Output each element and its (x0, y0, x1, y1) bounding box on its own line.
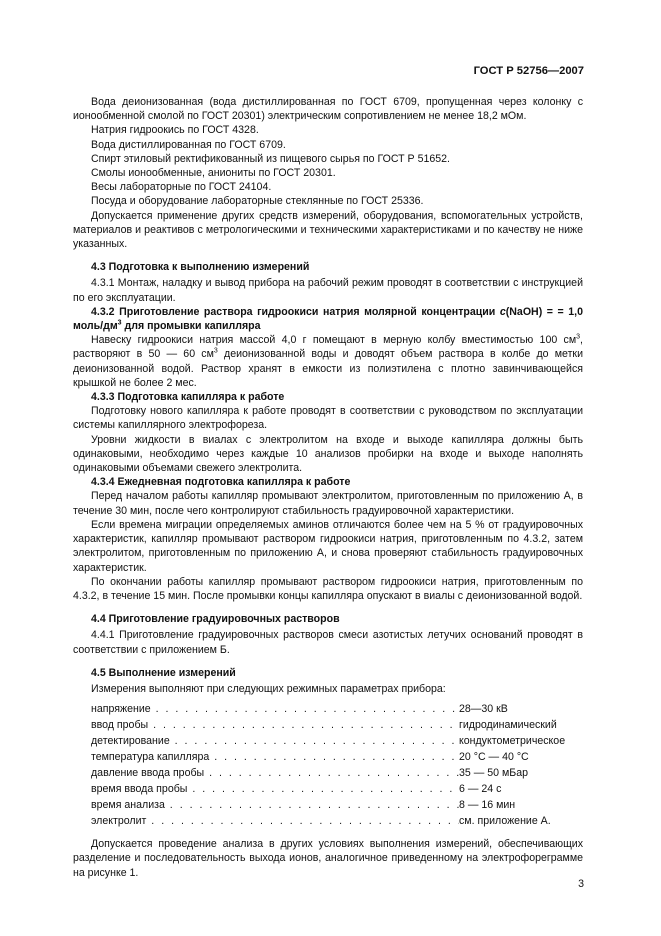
clause-4-3-1: 4.3.1 Монтаж, наладку и вывод прибора на рабочий режим проводят в соответствии с инструкцией по его эксплуатации. (73, 277, 583, 304)
parameter-value: 20 °С — 40 °С (459, 750, 529, 763)
parameter-value: 28—30 кВ (459, 702, 508, 715)
intro-paragraph: Вода дистиллированная по ГОСТ 6709. (91, 138, 286, 151)
clause-4-3-3-title: 4.3.3 Подготовка капилляра к работе (91, 391, 285, 404)
parameter-name: ввод пробы . . . (91, 718, 459, 732)
intro-paragraph: Посуда и оборудование лабораторные стеклянные по ГОСТ 25336. (91, 195, 424, 208)
clause-4-3-2-text: Навеску гидроокиси натрия массой 4,0 г помещают в мерную колбу вместимостью 100 $см^3$, растворяют в 50 — 60 $см^3$ деионизованной воды и доводят объем раствора в колбе до метки деионизованной водой. Раствор хранят в емкости из полиэтилена с плотно завинчивающейся крышкой не более 2 мес. (73, 333, 583, 389)
parameters-table (91, 700, 565, 828)
section-4-4-title: 4.4 Приготовление градуировочных растворов (91, 613, 340, 626)
parameter-value: гидродинамический (459, 718, 557, 731)
intro-paragraph: Натрия гидроокись по ГОСТ 4328. (91, 124, 259, 137)
clause-4-3-3-text: Подготовку нового капилляра к работе проводят в соответствии с руководством по эксплуатации системы капиллярного электрофореза. (73, 405, 583, 432)
parameter-name: напряжение . . . (91, 702, 459, 716)
parameter-row (91, 780, 565, 796)
section-4-5-title: 4.5 Выполнение измерений (91, 666, 236, 679)
section-4-3-title: 4.3 Подготовка к выполнению измерений (91, 261, 310, 274)
intro-paragraph: Вода деионизованная (вода дистиллированная по ГОСТ 6709, пропущенная через колонку с ионообменной смолой по ГОСТ 20301) электрическим сопротивлением не менее 18,2 мОм. (73, 96, 583, 123)
parameter-name: детектирование . . . (91, 734, 459, 748)
parameter-name: давление ввода пробы . . . (91, 766, 459, 780)
parameter-value: 8 — 16 мин (459, 798, 516, 811)
parameter-row (91, 764, 565, 780)
parameter-value: кондуктометрическое (459, 734, 566, 747)
clause-4-3-4-text: Перед началом работы капилляр промывают электролитом, приготовленным по приложению А, в течение 30 мин, после чего контролируют стабильность градуировочной характеристики. (73, 490, 583, 517)
clause-4-3-4-text: Если времена миграции определяемых аминов отличаются более чем на 5 % от градуировочных характеристик, капилляр промывают раствором гидроокиси натрия, приготовленным по 4.3.2, затем электролитом, приготовленным по приложению А, и снова проверяют стабильность градуировочных характеристик. (73, 518, 583, 574)
intro-paragraph: Допускается применение других средств измерений, оборудования, вспомогательных устройств, материалов и реактивов с метрологическими и техническими характеристиками и по качеству не ниже указанных. (73, 209, 583, 251)
document-body (73, 95, 583, 880)
parameter-name: время анализа . . . (91, 798, 459, 812)
document-header: ГОСТ Р 52756—2007 (473, 65, 584, 77)
parameter-row (91, 732, 565, 748)
clause-4-3-4-text: По окончании работы капилляр промывают раствором гидроокиси натрия, приготовленным по 4.3.2, в течение 15 мин. После промывки концы капилляра опускают в виалы с деионизованной водой. (73, 575, 583, 602)
intro-paragraph: Спирт этиловый ректификованный из пищевого сырья по ГОСТ Р 51652. (91, 152, 450, 165)
intro-paragraph: Смолы ионообменные, аниониты по ГОСТ 20301. (91, 167, 336, 180)
clause-4-4-1: 4.4.1 Приготовление градуировочных растворов смеси азотистых летучих оснований проводят в соответствии с приложением Б. (73, 629, 583, 656)
clause-4-3-4-title: 4.3.4 Ежедневная подготовка капилляра к работе (91, 476, 351, 489)
measurement-closing: Допускается проведение анализа в других условиях выполнения измерений, обеспечивающих разделение и последовательность выхода ионов, аналогичное приведенному на электрофореграмме на рисунке 1. (73, 838, 583, 879)
parameter-value: 35 — 50 мБар (459, 766, 529, 779)
parameter-row (91, 700, 565, 716)
measurement-lead: Измерения выполняют при следующих режимных параметрах прибора: (91, 682, 446, 695)
parameter-row (91, 748, 565, 764)
parameter-name: температура капилляра . . . (91, 750, 459, 764)
parameter-value: 6 — 24 с (459, 782, 502, 795)
page-number: 3 (578, 878, 584, 890)
parameter-name: время ввода пробы . . . (91, 782, 459, 796)
parameter-row (91, 796, 565, 812)
intro-paragraph: Весы лабораторные по ГОСТ 24104. (91, 181, 272, 194)
clause-4-3-2-title: 4.3.2 Приготовление раствора гидроокиси натрия молярной концентрации c(NaOH) = = 1,0 моль/$дм^3$ для промывки капилляра (73, 305, 583, 333)
parameter-value: см. приложение А. (459, 814, 551, 827)
parameter-name: электролит . . . (91, 814, 459, 828)
parameter-row (91, 716, 565, 732)
clause-4-3-3-text: Уровни жидкости в виалах с электролитом на входе и выходе капилляра должны быть одинаковыми, необходимо через каждые 10 анализов пробирки на входе и выходе наполнять одинаковыми объемами свежего электролита. (73, 433, 583, 475)
parameter-row (91, 812, 565, 828)
